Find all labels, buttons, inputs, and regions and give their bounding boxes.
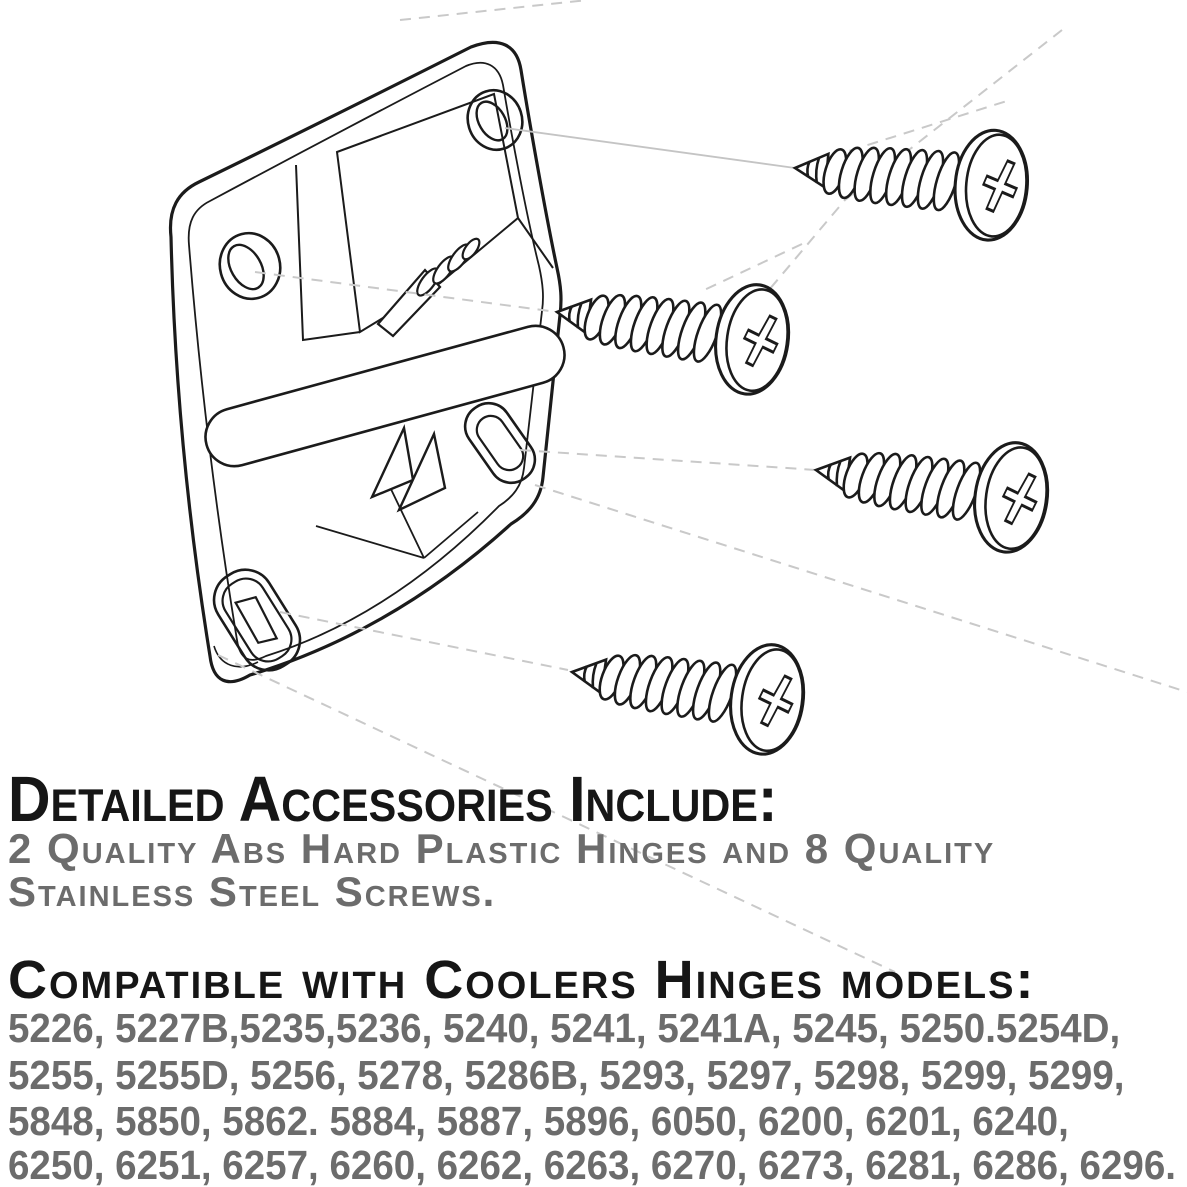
compatibility-heading: Compatible with Coolers Hinges models: — [8, 950, 1036, 1010]
accessories-heading: Detailed Accessories Include: — [8, 763, 778, 835]
screw-middle — [549, 258, 795, 399]
screw-top-right — [790, 113, 1032, 243]
model-numbers-line-3: 5848, 5850, 5862. 5884, 5887, 5896, 6050, 6200, 6201, 6240, — [8, 1098, 1069, 1144]
screw-bottom — [564, 618, 810, 759]
accessories-line-2: Stainless Steel Screws. — [8, 868, 497, 915]
model-numbers-line-1: 5226, 5227B,5235,5236, 5240, 5241, 5241A, 5245, 5250.5254D, — [8, 1005, 1121, 1051]
screw-right-middle — [808, 416, 1054, 557]
accessories-line-1: 2 Quality Abs Hard Plastic Hinges and 8 Quality — [8, 825, 996, 872]
model-numbers-line-2: 5255, 5255D, 5256, 5278, 5286B, 5293, 5297, 5298, 5299, 5299, — [8, 1052, 1125, 1098]
model-numbers-line-4: 6250, 6251, 6257, 6260, 6262, 6263, 6270, 6273, 6281, 6286, 6296. — [8, 1142, 1176, 1187]
hinge-plate — [170, 42, 571, 681]
